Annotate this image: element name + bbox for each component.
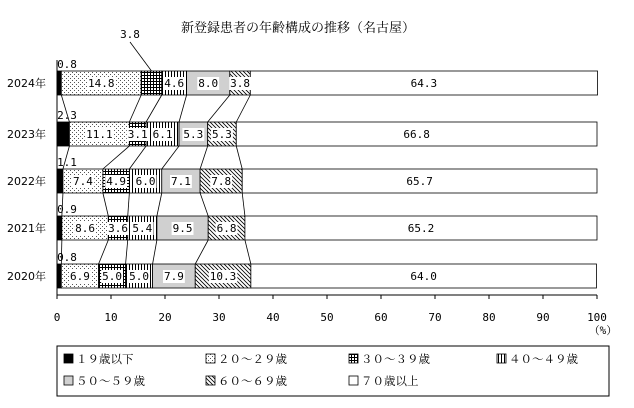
- value-label: 7.8: [211, 175, 232, 188]
- bar-segment: [57, 264, 61, 288]
- legend-label: ４０～４９歳: [509, 352, 578, 366]
- value-label: 5.3: [183, 128, 204, 141]
- value-label: 5.4: [132, 222, 153, 235]
- connector-line: [179, 95, 187, 122]
- x-tick-label: 90: [536, 311, 550, 324]
- x-tick-label: 100: [587, 311, 607, 324]
- legend-label: ２０～２９歳: [218, 352, 287, 366]
- x-tick-label: 80: [482, 311, 496, 324]
- value-label: 65.7: [406, 175, 433, 188]
- category-label: 2020年: [7, 270, 46, 283]
- connector-line: [162, 146, 179, 169]
- bar-segment: [57, 71, 61, 95]
- connector-line: [242, 193, 245, 216]
- connector-line: [99, 240, 109, 264]
- connector-line: [200, 193, 208, 216]
- legend-label: ７０歳以上: [361, 374, 419, 388]
- value-label: 8.0: [198, 77, 219, 90]
- connector-line: [126, 240, 128, 264]
- value-label: 7.1: [170, 175, 191, 188]
- connector-line: [153, 240, 157, 264]
- legend-swatch: [497, 354, 506, 363]
- x-tick-label: 70: [428, 311, 442, 324]
- legend-label: ５０～５９歳: [76, 374, 145, 388]
- value-label: 3.1: [127, 128, 148, 141]
- bar-segment: [57, 169, 63, 193]
- legend: [57, 346, 609, 396]
- value-label: 0.8: [57, 58, 77, 71]
- value-label: 3.6: [108, 222, 128, 235]
- bar-segment: [57, 216, 62, 240]
- legend-label: ３０～３９歳: [361, 352, 430, 366]
- value-labels: [57, 28, 438, 283]
- connector-line: [157, 193, 162, 216]
- connector-line: [195, 240, 208, 264]
- value-label: 7.4: [72, 175, 93, 188]
- connector-line: [208, 95, 230, 122]
- value-label: 3.8: [120, 28, 140, 41]
- bar-segment: [57, 122, 69, 146]
- value-label: 9.5: [172, 222, 193, 235]
- connector-line: [146, 95, 162, 122]
- category-label: 2023年: [7, 128, 46, 141]
- value-label: 66.8: [403, 128, 430, 141]
- value-label: 1.1: [57, 156, 77, 169]
- value-label: 0.8: [57, 251, 77, 264]
- value-label: 4.6: [164, 77, 185, 90]
- value-label: 64.0: [410, 270, 437, 283]
- connector-line: [128, 193, 130, 216]
- value-label: 3.8: [230, 77, 250, 90]
- value-label: 10.3: [209, 270, 237, 283]
- connector-line: [236, 146, 242, 169]
- value-label: 6.8: [216, 222, 237, 235]
- callout-line: [130, 42, 152, 71]
- x-unit-label: （%）: [588, 324, 618, 337]
- category-label: 2024年: [7, 77, 46, 90]
- legend-label: １９歳以下: [76, 352, 134, 366]
- value-label: 11.1: [86, 128, 113, 141]
- legend-swatch: [349, 376, 358, 385]
- value-label: 2.3: [57, 109, 77, 122]
- connector-line: [129, 146, 146, 169]
- connector-line: [236, 95, 250, 122]
- connector-line: [200, 146, 208, 169]
- x-tick-label: 40: [266, 311, 280, 324]
- connector-line: [245, 240, 251, 264]
- value-label: 14.8: [88, 77, 115, 90]
- x-tick-label: 50: [320, 311, 334, 324]
- value-label: 0.9: [57, 203, 77, 216]
- x-tick-label: 30: [212, 311, 226, 324]
- connector-line: [103, 146, 129, 169]
- connector-line: [103, 193, 108, 216]
- chart-title: 新登録患者の年齢構成の推移（名古屋）: [180, 21, 416, 36]
- category-label: 2022年: [7, 175, 46, 188]
- category-labels: [7, 76, 46, 283]
- x-tick-label: 20: [158, 311, 172, 324]
- value-label: 5.0: [129, 270, 150, 283]
- value-label: 6.1: [152, 128, 173, 141]
- value-label: 65.2: [407, 222, 435, 235]
- value-label: 6.9: [70, 270, 90, 283]
- value-label: 5.0: [102, 270, 123, 283]
- value-label: 4.9: [106, 175, 127, 188]
- connector-line: [129, 95, 141, 122]
- x-tick-label: 60: [374, 311, 388, 324]
- legend-label: ６０～６９歳: [218, 374, 287, 388]
- value-label: 8.6: [75, 222, 96, 235]
- legend-swatch: [349, 354, 358, 363]
- legend-swatch: [64, 354, 73, 363]
- x-tick-label: 0: [53, 311, 61, 324]
- value-label: 6.0: [135, 175, 156, 188]
- bar-segment: [141, 71, 162, 95]
- legend-swatch: [64, 376, 73, 385]
- x-tick-label: 10: [104, 311, 118, 324]
- legend-swatch: [206, 376, 215, 385]
- value-label: 7.9: [163, 270, 184, 283]
- value-label: 64.3: [410, 77, 438, 90]
- legend-swatch: [206, 354, 215, 363]
- value-label: 5.3: [212, 128, 232, 141]
- category-label: 2021年: [7, 222, 46, 235]
